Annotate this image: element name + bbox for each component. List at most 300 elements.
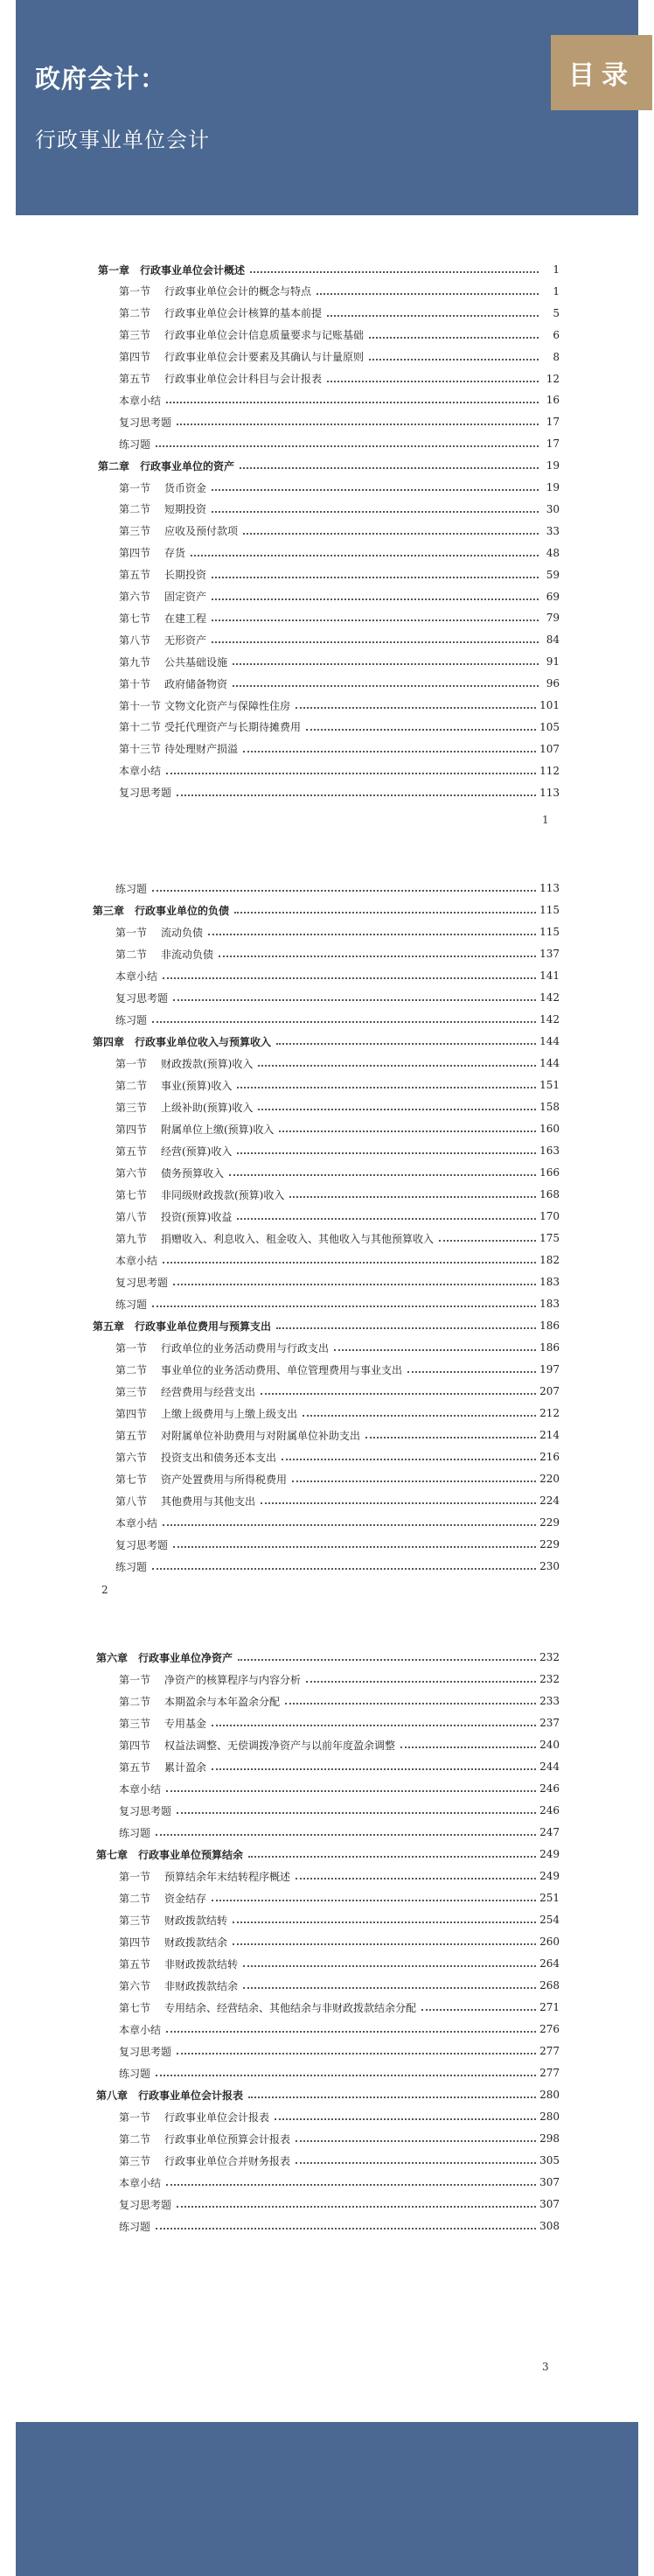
dot-leader (156, 2075, 536, 2076)
page-number: 2 (101, 1584, 108, 1596)
page-number: 1 (542, 814, 549, 826)
section-title: 权益法调整、无偿调拨净资产与以前年度盈余调整 (164, 1739, 396, 1752)
toc-badge: 目录 (551, 35, 652, 110)
section-number: 第四节 (119, 1739, 151, 1752)
page-ref: 183 (539, 1276, 560, 1288)
toc-section-entry[interactable] (115, 1098, 560, 1116)
dot-leader (173, 999, 536, 1001)
toc-section-entry[interactable] (119, 2152, 560, 2169)
dot-leader (365, 1437, 536, 1438)
toc-section-entry[interactable] (115, 1448, 560, 1466)
toc-chapter-entry[interactable] (96, 2086, 560, 2104)
section-title: 固定资产 (164, 591, 207, 603)
dot-leader (327, 381, 539, 382)
section-number: 第三节 (115, 1101, 148, 1114)
page-ref: 91 (546, 655, 560, 668)
dot-leader (156, 2228, 536, 2230)
toc-section-entry[interactable] (115, 1229, 560, 1247)
toc-misc-entry[interactable] (119, 2064, 560, 2082)
toc-section-entry[interactable] (119, 1714, 560, 1732)
toc-misc-entry[interactable] (119, 1824, 560, 1841)
page-ref: 12 (546, 372, 560, 385)
toc-section-entry[interactable] (115, 1382, 560, 1400)
section-title: 公共基础设施 (164, 655, 228, 668)
section-number: 第三节 (115, 1385, 148, 1398)
entry-title: 复习思考题 (119, 787, 172, 800)
dot-leader (212, 598, 539, 600)
dot-leader (152, 1306, 536, 1307)
dot-leader (258, 1109, 536, 1110)
toc-section-entry[interactable] (119, 522, 560, 540)
section-title: 累计盈余 (164, 1760, 207, 1774)
toc-section-entry[interactable] (119, 609, 560, 626)
toc-misc-entry[interactable] (119, 2217, 560, 2235)
toc-misc-entry[interactable] (115, 879, 560, 897)
entry-title: 复习思考题 (119, 416, 172, 429)
dot-leader (243, 1987, 536, 1989)
toc-section-entry[interactable] (115, 1361, 560, 1378)
section-number: 第四节 (115, 1407, 148, 1420)
section-title: 投资支出和债务还本支出 (161, 1451, 277, 1464)
page-ref: 142 (539, 991, 560, 1004)
toc-chapter-entry[interactable] (93, 901, 560, 919)
page-ref: 307 (539, 2198, 560, 2210)
chapter-title: 第六章 行政事业单位净资产 (96, 1651, 233, 1664)
chapter-title: 第一章 行政事业单位会计概述 (98, 263, 246, 276)
section-title: 非流动负债 (161, 948, 214, 961)
toc-section-entry[interactable] (119, 370, 560, 388)
dot-leader (279, 1130, 536, 1132)
dot-leader (369, 359, 539, 360)
section-title: 非财政拨款结转 (164, 1957, 239, 1970)
section-number: 第六节 (119, 1979, 151, 1992)
section-title: 待处理财产损溢 (164, 743, 239, 756)
page-ref: 277 (539, 2045, 560, 2057)
entry-title: 练习题 (119, 1826, 151, 1839)
toc-section-entry[interactable] (119, 1692, 560, 1710)
entry-title: 本章小结 (119, 394, 162, 407)
toc-misc-entry[interactable] (119, 784, 560, 802)
page-ref: 307 (539, 2176, 560, 2188)
dot-leader (173, 1546, 536, 1548)
toc-section-entry[interactable] (119, 1867, 560, 1885)
dot-leader (166, 2031, 536, 2033)
page-ref: 207 (539, 1385, 560, 1397)
section-title: 长期投资 (164, 569, 207, 582)
section-number: 第七节 (119, 2001, 151, 2014)
dot-leader (229, 1174, 536, 1176)
toc-section-entry[interactable] (119, 1955, 560, 1972)
dot-leader (166, 773, 536, 774)
section-title: 上缴上级费用与上缴上级支出 (161, 1407, 298, 1420)
section-number: 第四节 (119, 351, 151, 364)
section-number: 第二节 (119, 2132, 151, 2146)
dot-leader (212, 1768, 536, 1770)
section-title: 专用基金 (164, 1717, 207, 1730)
toc-section-entry[interactable] (115, 945, 560, 962)
toc-misc-entry[interactable] (119, 2195, 560, 2213)
section-number: 第一节 (115, 1057, 148, 1070)
dot-leader (212, 1725, 536, 1726)
section-title: 财政拨款(预算)收入 (161, 1057, 254, 1070)
toc-section-entry[interactable] (119, 1736, 560, 1754)
toc-misc-entry[interactable] (115, 1251, 560, 1269)
chapter-title: 第四章 行政事业单位收入与预算收入 (93, 1035, 272, 1048)
toc-section-entry[interactable] (115, 1470, 560, 1488)
section-title: 应收及预付款项 (164, 525, 239, 538)
toc-chapter-entry[interactable] (98, 261, 560, 278)
chapter-title: 第三章 行政事业单位的负债 (93, 904, 230, 917)
section-title: 行政事业单位会计报表 (164, 2110, 270, 2124)
page-ref: 5 (553, 306, 560, 319)
section-title: 行政事业单位预算会计报表 (164, 2132, 291, 2146)
section-number: 第一节 (115, 926, 148, 939)
section-title: 净资产的核算程序与内容分析 (164, 1673, 302, 1686)
dot-leader (152, 1568, 536, 1570)
section-title: 预算结余年末结转程序概述 (164, 1870, 291, 1883)
page-ref: 96 (546, 677, 560, 690)
dot-leader (233, 1922, 536, 1923)
dot-leader (289, 1196, 536, 1198)
toc-misc-entry[interactable] (115, 967, 560, 984)
footer-banner (16, 2422, 638, 2576)
toc-section-entry[interactable] (115, 923, 560, 941)
dot-leader (421, 2009, 536, 2011)
dot-leader (306, 729, 536, 731)
section-number: 第十节 (119, 677, 151, 690)
page-ref: 48 (546, 546, 560, 559)
dot-leader (212, 577, 539, 578)
page-ref: 220 (539, 1473, 560, 1485)
page-ref: 230 (539, 1560, 560, 1572)
toc-section-entry[interactable] (119, 544, 560, 562)
dot-leader (152, 890, 536, 892)
dot-leader (296, 2140, 536, 2142)
dot-leader (369, 337, 539, 339)
section-number: 第二节 (119, 503, 151, 516)
entry-title: 本章小结 (119, 2023, 162, 2036)
toc-section-entry[interactable] (119, 1911, 560, 1928)
section-number: 第五节 (119, 1760, 151, 1774)
dot-leader (233, 1943, 536, 1945)
toc-section-entry[interactable] (119, 1933, 560, 1950)
entry-title: 练习题 (119, 438, 151, 451)
section-number: 第六节 (115, 1166, 148, 1180)
dot-leader (334, 1349, 536, 1351)
page-ref: 214 (539, 1429, 560, 1441)
dot-leader (306, 1681, 536, 1683)
toc-chapter-entry[interactable] (93, 1317, 560, 1334)
book-title: 政府会计： (35, 64, 167, 94)
toc-misc-entry[interactable] (119, 1802, 560, 1819)
page-ref: 182 (539, 1254, 560, 1266)
toc-chapter-entry[interactable] (96, 1648, 560, 1666)
dot-leader (243, 751, 536, 752)
dot-leader (191, 555, 539, 556)
toc-section-entry[interactable] (119, 1889, 560, 1907)
page-ref: 16 (546, 394, 560, 407)
toc-section-entry[interactable] (115, 1426, 560, 1444)
dot-leader (261, 1502, 536, 1504)
book-subtitle: 行政事业单位会计 (35, 128, 210, 152)
page-ref: 69 (546, 590, 560, 603)
section-title: 财政拨款结余 (164, 1936, 228, 1949)
dot-leader (152, 1021, 536, 1023)
section-title: 行政事业单位会计核算的基本前提 (164, 307, 323, 320)
dot-leader (243, 1965, 536, 1967)
section-title: 在建工程 (164, 612, 207, 625)
section-number: 第七节 (115, 1188, 148, 1201)
entry-title: 复习思考题 (115, 1538, 169, 1551)
section-number: 第二节 (115, 1079, 148, 1092)
page-ref: 1 (553, 284, 560, 298)
section-title: 其他费用与其他支出 (161, 1494, 256, 1508)
toc-section-entry[interactable] (115, 1404, 560, 1422)
section-number: 第五节 (119, 373, 151, 385)
toc-section-entry[interactable] (119, 348, 560, 366)
dot-leader (237, 1087, 536, 1088)
page-ref: 249 (539, 1848, 560, 1860)
toc-section-entry[interactable] (115, 1076, 560, 1094)
page-ref: 144 (539, 1057, 560, 1069)
entry-title: 本章小结 (115, 970, 158, 983)
section-number: 第六节 (115, 1451, 148, 1464)
section-title: 债务预算收入 (161, 1166, 225, 1180)
toc-section-entry[interactable] (119, 675, 560, 692)
toc-section-entry[interactable] (119, 1670, 560, 1688)
toc-section-entry[interactable] (119, 500, 560, 518)
toc-misc-entry[interactable] (119, 413, 560, 430)
dot-leader (219, 956, 536, 957)
entry-title: 本章小结 (119, 1782, 162, 1796)
page-ref: 186 (539, 1341, 560, 1354)
toc-section-entry[interactable] (119, 631, 560, 648)
toc-misc-entry[interactable] (119, 435, 560, 452)
section-number: 第二节 (119, 307, 151, 320)
dot-leader (275, 2118, 536, 2120)
page-ref: 59 (546, 568, 560, 581)
section-number: 第三节 (119, 525, 151, 538)
section-title: 非同级财政拨款(预算)收入 (161, 1188, 285, 1201)
dot-leader (177, 794, 536, 796)
toc-section-entry[interactable] (119, 1758, 560, 1775)
section-number: 第四节 (115, 1123, 148, 1136)
toc-misc-entry[interactable] (119, 391, 560, 409)
dot-leader (285, 1703, 536, 1704)
section-number: 第八节 (115, 1210, 148, 1223)
entry-title: 本章小结 (115, 1254, 158, 1267)
toc-section-entry[interactable] (115, 1142, 560, 1159)
page-ref: 271 (539, 2001, 560, 2013)
entry-title: 本章小结 (119, 765, 162, 778)
dot-leader (163, 977, 536, 979)
section-number: 第一节 (119, 2110, 151, 2124)
section-number: 第二节 (119, 1695, 151, 1708)
toc-misc-entry[interactable] (115, 1558, 560, 1575)
entry-title: 练习题 (115, 1013, 148, 1026)
section-title: 短期投资 (164, 503, 207, 516)
section-title: 存货 (164, 547, 186, 560)
entry-title: 练习题 (115, 1560, 148, 1573)
page-ref: 17 (546, 438, 560, 451)
page-ref: 264 (539, 1957, 560, 1970)
dot-leader (296, 707, 536, 709)
page-ref: 308 (539, 2220, 560, 2232)
dot-leader (212, 641, 539, 643)
section-title: 行政事业单位会计信息质量要求与记账基础 (164, 329, 365, 342)
section-title: 行政事业单位合并财务报表 (164, 2154, 291, 2167)
dot-leader (296, 1878, 536, 1880)
toc-section-entry[interactable] (115, 1120, 560, 1138)
section-number: 第九节 (115, 1232, 148, 1245)
page-ref: 151 (539, 1079, 560, 1091)
page-ref: 277 (539, 2067, 560, 2079)
section-number: 第八节 (119, 634, 151, 647)
dot-leader (237, 1218, 536, 1220)
dot-leader (208, 934, 536, 935)
toc-section-entry[interactable] (119, 479, 560, 496)
dot-leader (292, 1480, 536, 1482)
toc-section-entry[interactable] (119, 1977, 560, 1994)
dot-leader (156, 445, 539, 447)
section-number: 第五节 (119, 1957, 151, 1970)
section-title: 流动负债 (161, 926, 204, 939)
page-ref: 244 (539, 1760, 560, 1773)
page-ref: 260 (539, 1936, 560, 1948)
page-number: 3 (542, 2361, 549, 2373)
toc-section-entry[interactable] (115, 1186, 560, 1203)
page-ref: 141 (539, 970, 560, 982)
toc-misc-entry[interactable] (115, 989, 560, 1006)
dot-leader (177, 424, 539, 425)
toc-section-entry[interactable] (115, 1164, 560, 1181)
page-ref: 170 (539, 1210, 560, 1222)
chapter-title: 第二章 行政事业单位的资产 (98, 459, 235, 472)
page-ref: 79 (546, 612, 560, 625)
toc-chapter-entry[interactable] (93, 1032, 560, 1050)
section-title: 事业单位的业务活动费用、单位管理费用与事业支出 (161, 1363, 403, 1376)
toc-chapter-entry[interactable] (98, 457, 560, 474)
toc-section-entry[interactable] (119, 588, 560, 606)
section-title: 政府储备物资 (164, 677, 228, 690)
toc-misc-entry[interactable] (115, 1514, 560, 1531)
toc-section-entry[interactable] (115, 1208, 560, 1225)
dot-leader (238, 1659, 536, 1661)
toc-misc-entry[interactable] (119, 2020, 560, 2038)
section-number: 第八节 (115, 1494, 148, 1508)
toc-misc-entry[interactable] (115, 1011, 560, 1028)
dot-leader (233, 663, 539, 665)
page-ref: 6 (553, 328, 560, 341)
toc-section-entry[interactable] (115, 1339, 560, 1356)
section-number: 第六节 (119, 591, 151, 603)
section-number: 第五节 (115, 1144, 148, 1158)
dot-leader (439, 1240, 536, 1242)
entry-title: 复习思考题 (115, 1276, 169, 1289)
dot-leader (166, 1790, 536, 1792)
dot-leader (166, 2184, 536, 2186)
page-ref: 30 (546, 502, 560, 515)
page-ref: 229 (539, 1538, 560, 1550)
page-ref: 137 (539, 948, 560, 960)
dot-leader (407, 1371, 536, 1373)
toc-section-entry[interactable] (115, 1054, 560, 1072)
toc-section-entry[interactable] (119, 2130, 560, 2147)
section-number: 第三节 (119, 1717, 151, 1730)
section-title: 上级补助(预算)收入 (161, 1101, 254, 1114)
dot-leader (248, 1856, 536, 1858)
dot-leader (327, 315, 539, 317)
toc-chapter-entry[interactable] (96, 1845, 560, 1863)
page-ref: 232 (539, 1673, 560, 1685)
toc-misc-entry[interactable] (119, 2042, 560, 2060)
section-title: 事业(预算)收入 (161, 1079, 233, 1092)
toc-section-entry[interactable] (119, 1998, 560, 2016)
page-ref: 224 (539, 1494, 560, 1507)
page-ref: 254 (539, 1914, 560, 1926)
section-number: 第二节 (115, 948, 148, 961)
section-number: 第一节 (115, 1341, 148, 1354)
toc-section-entry[interactable] (119, 653, 560, 670)
section-number: 第五节 (115, 1429, 148, 1442)
page-ref: 19 (546, 481, 560, 494)
toc-misc-entry[interactable] (119, 1780, 560, 1797)
toc-section-entry[interactable] (119, 304, 560, 322)
toc-misc-entry[interactable] (119, 2174, 560, 2191)
dot-leader (234, 912, 536, 914)
page-ref: 246 (539, 1804, 560, 1816)
page-ref: 237 (539, 1717, 560, 1729)
toc-section-entry[interactable] (115, 1492, 560, 1509)
page-ref: 17 (546, 416, 560, 429)
page-ref: 168 (539, 1188, 560, 1200)
section-title: 行政单位的业务活动费用与行政支出 (161, 1341, 330, 1354)
dot-leader (258, 1065, 536, 1067)
toc-section-entry[interactable] (119, 326, 560, 344)
section-number: 第五节 (119, 569, 151, 582)
header-banner (16, 0, 638, 215)
toc-section-entry[interactable] (119, 740, 560, 758)
dot-leader (163, 1262, 536, 1264)
dot-leader (177, 2053, 536, 2054)
toc-section-entry[interactable] (119, 2108, 560, 2125)
page-ref: 115 (539, 904, 560, 916)
toc-section-entry[interactable] (119, 696, 560, 714)
page-ref: 105 (539, 720, 560, 733)
section-title: 无形资产 (164, 634, 207, 647)
toc-section-entry[interactable] (119, 566, 560, 584)
toc-misc-entry[interactable] (115, 1273, 560, 1291)
toc-section-entry[interactable] (119, 283, 560, 300)
toc-misc-entry[interactable] (115, 1295, 560, 1312)
page-ref: 84 (546, 634, 560, 647)
dot-leader (212, 1900, 536, 1901)
section-number: 第二节 (115, 1363, 148, 1376)
dot-leader (237, 1152, 536, 1154)
page-ref: 163 (539, 1144, 560, 1157)
page-ref: 305 (539, 2154, 560, 2166)
section-number: 第二节 (119, 1892, 151, 1905)
chapter-title: 第七章 行政事业单位预算结余 (96, 1848, 244, 1861)
page-ref: 101 (539, 699, 560, 711)
section-number: 第九节 (119, 655, 151, 668)
section-number: 第七节 (115, 1473, 148, 1486)
section-title: 财政拨款结转 (164, 1914, 228, 1927)
toc-misc-entry[interactable] (119, 762, 560, 780)
toc-section-entry[interactable] (119, 718, 560, 736)
toc-misc-entry[interactable] (115, 1536, 560, 1553)
entry-title: 练习题 (115, 1298, 148, 1311)
